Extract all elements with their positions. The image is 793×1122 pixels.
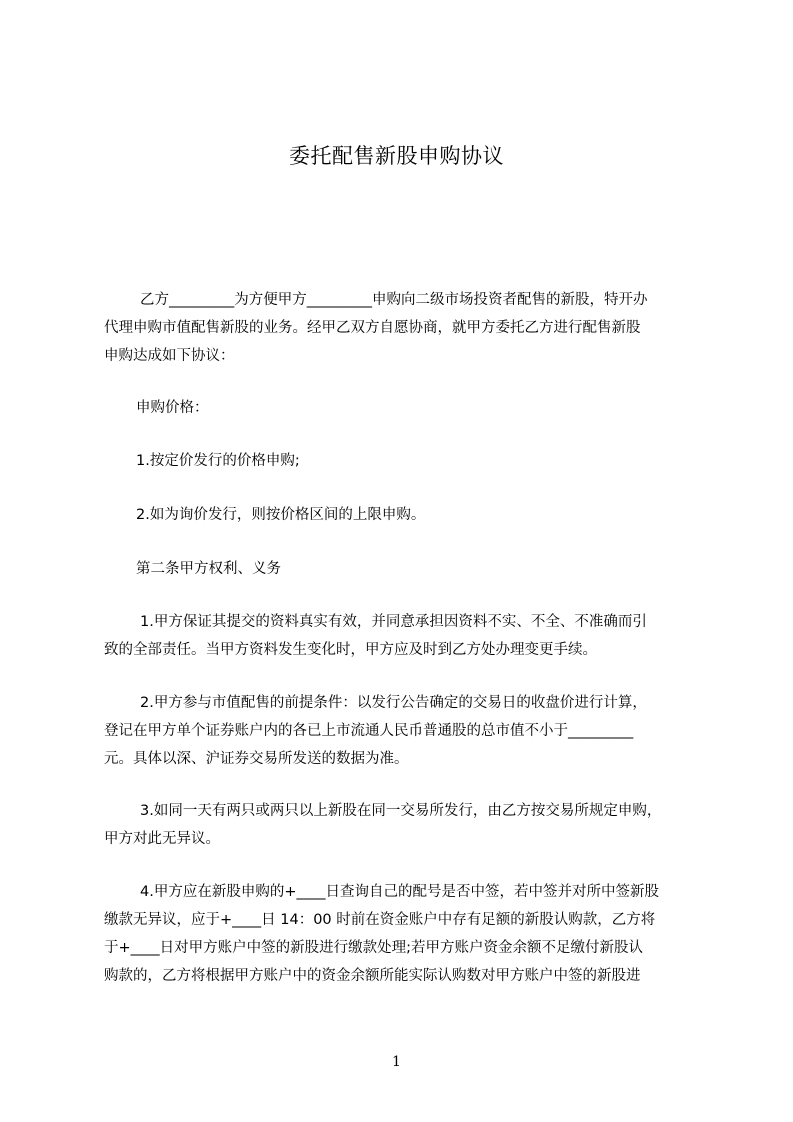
page-number: 1: [392, 1054, 401, 1070]
paragraph-clause: [104, 878, 708, 990]
paragraph-intro: [104, 286, 708, 370]
text-line: 第二条甲方权利、义务: [136, 561, 281, 577]
text-line: 3.如同一天有两只或两只以上新股在同一交易所发行，由乙方按交易所规定申购，: [140, 803, 662, 819]
document-title: 委托配售新股申购协议: [289, 144, 504, 168]
text-line: 申购价格：: [136, 400, 209, 416]
paragraph-clause: [104, 689, 708, 773]
paragraph-item: [104, 447, 708, 475]
text-line: 缴款无异议，应于+____日 14：00 时前在资金账户中存有足额的新股认购款，乙方将: [104, 912, 656, 928]
text-line: 代理申购市值配售新股的业务。经甲乙双方自愿协商，就甲方委托乙方进行配售新股: [104, 320, 641, 336]
text-line: 购款的，乙方将根据甲方账户中的资金余额所能实际认购数对甲方账户中签的新股进: [104, 968, 641, 984]
text-line: 2.如为询价发行，则按价格区间的上限申购。: [136, 507, 426, 523]
text-line: 4.甲方应在新股申购的+____日查询自己的配号是否中签，若中签并对所中签新股: [140, 884, 659, 900]
text-line: 登记在甲方单个证券账户内的各已上市流通人民币普通股的总市值不小于_________: [104, 723, 634, 739]
paragraph-price-heading: [104, 394, 708, 422]
section-heading: [104, 555, 708, 583]
text-line: 于+____日对甲方账户中签的新股进行缴款处理;若甲方账户资金余额不足缴付新股认: [104, 940, 644, 956]
text-line: 申购达成如下协议：: [104, 348, 235, 364]
paragraph-clause: [104, 797, 708, 853]
text-line: 元。具体以深、沪证券交易所发送的数据为准。: [104, 751, 409, 767]
text-line: 2.甲方参与市值配售的前提条件：以发行公告确定的交易日的收盘价进行计算，: [140, 695, 647, 711]
text-line: 1.甲方保证其提交的资料真实有效，并同意承担因资料不实、不全、不准确而引: [140, 614, 647, 630]
paragraph-item: [104, 501, 708, 529]
text-line: 1.按定价发行的价格申购;: [136, 453, 300, 469]
text-line: 致的全部责任。当甲方资料发生变化时，甲方应及时到乙方处办理变更手续。: [104, 642, 597, 658]
paragraph-clause: [104, 608, 708, 664]
text-line: 甲方对此无异议。: [104, 831, 220, 847]
text-line: 乙方_________为方便甲方_________申购向二级市场投资者配售的新股，特开办: [140, 292, 648, 308]
